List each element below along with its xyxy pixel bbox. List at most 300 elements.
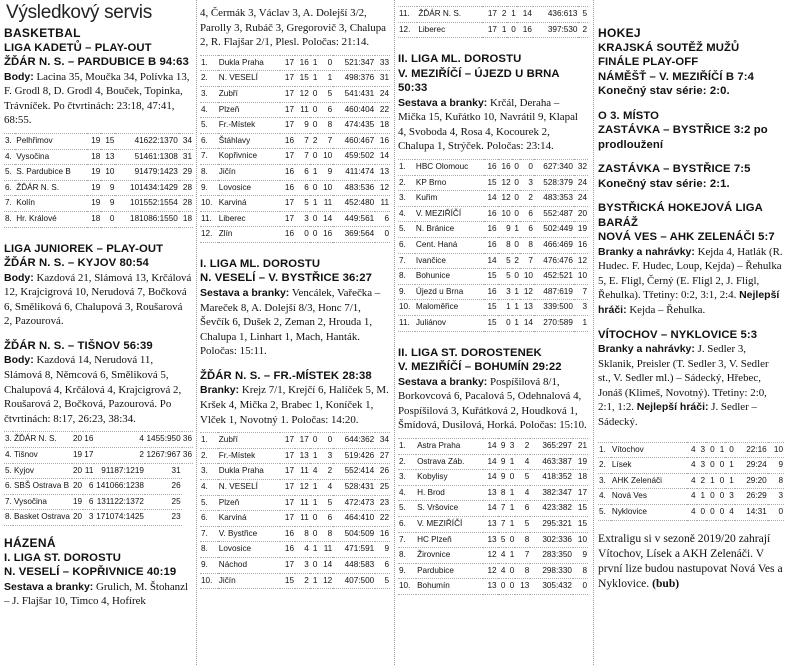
table-cell: Liberec (417, 22, 482, 38)
standings-table (598, 442, 784, 521)
table-cell: 3 (574, 300, 588, 316)
table-cell: 15 (484, 300, 498, 316)
table-cell: 8. (4, 510, 13, 526)
table-cell: 15 (295, 71, 310, 87)
table-cell: 41622:1370 (115, 133, 178, 149)
table-cell: 17 (280, 55, 295, 71)
table-cell: 1 (310, 479, 319, 495)
table-cell: 9. (200, 180, 218, 196)
table-cell: 7. (398, 532, 416, 548)
table-row (200, 542, 390, 558)
table-cell: 141066:1238 (94, 479, 145, 495)
table-cell: 16 (280, 164, 295, 180)
table-cell: 7 (295, 133, 310, 149)
table-cell: Juliánov (415, 316, 484, 332)
table-cell: 8 (573, 563, 588, 579)
table-cell: 6 (520, 206, 534, 222)
table-cell: 10 (498, 206, 512, 222)
table-row (200, 102, 390, 118)
table-cell: 6 (375, 211, 390, 227)
table-cell: 4 (687, 458, 697, 474)
match-heading: VÍTOCHOV – NYKLOVICE 5:3 (598, 328, 758, 341)
column-2 (200, 6, 390, 593)
table-cell: 452:480 (333, 196, 375, 212)
table-cell: 17 (295, 433, 310, 449)
table-cell: 298:330 (530, 563, 573, 579)
table-cell: Žirovnice (416, 548, 483, 564)
table-cell: 23 (145, 510, 182, 526)
table-row (398, 548, 588, 564)
table-cell: Újezd u Brna (415, 284, 484, 300)
table-cell: 9 (498, 454, 507, 470)
table-cell: 19 (87, 165, 101, 181)
table-row (200, 133, 390, 149)
table-cell: 0 (318, 55, 333, 71)
table-cell: 7 (574, 284, 588, 300)
table-cell: 10 (520, 269, 534, 285)
table-cell: 16 (484, 284, 498, 300)
table-cell: 270:589 (534, 316, 574, 332)
table-cell: 17 (280, 464, 295, 480)
table-row (200, 211, 390, 227)
table-row (4, 494, 193, 510)
table-cell: 3 (520, 175, 534, 191)
closing-note: Extraligu si v sezoně 2019/20 zahrají Vítochov, Lísek a AKH Zelenáči. V první lize budou nastupovat Nová Ves a Nyklovice. (bub) (598, 531, 783, 590)
table-cell: 1 (512, 300, 520, 316)
table-row (4, 149, 193, 165)
table-cell: 11. (398, 316, 415, 332)
table-cell: 28 (179, 180, 193, 196)
table-cell: 15 (484, 175, 498, 191)
standings-table (200, 432, 390, 589)
table-cell: 12 (498, 175, 512, 191)
table-cell: 29:24 (735, 458, 768, 474)
table-row (598, 505, 784, 521)
table-cell: 16 (318, 227, 333, 243)
table-cell: 1. (200, 55, 218, 71)
table-cell: Zubří (218, 86, 281, 102)
table-cell: Fr.-Místek (218, 448, 281, 464)
table-cell: 466:469 (534, 238, 574, 254)
table-row (200, 149, 390, 165)
table-cell: 5. (200, 495, 218, 511)
table-cell: H. Brod (416, 485, 483, 501)
table-cell: 14 (517, 7, 533, 23)
table-cell: 17 (573, 485, 588, 501)
table-cell: 10. (398, 579, 416, 595)
table-cell: 0 (310, 102, 319, 118)
table-cell: 19 (87, 180, 101, 196)
table-cell: KP Brno (415, 175, 484, 191)
table-cell: 1 (506, 454, 515, 470)
table-cell: SBŠ Ostrava B (13, 479, 72, 495)
match-heading: I. LIGA ST. DOROSTU N. VESELÍ – KOPŘIVNICE 40:19 (4, 551, 177, 579)
table-cell: Jičín (218, 164, 281, 180)
table-cell: 12 (520, 284, 534, 300)
table-cell: 0 (310, 227, 319, 243)
table-cell: 436:613 (533, 7, 579, 23)
standings-table (4, 133, 193, 228)
match-heading: ŽĎÁR N. S. – TIŠNOV 56:39 (4, 339, 153, 352)
table-cell: 3. (4, 432, 13, 448)
table-cell: Bohunice (415, 269, 484, 285)
table-cell: 448:583 (333, 557, 375, 573)
table-row (4, 133, 193, 149)
match-heading: LIGA JUNIOREK – PLAY-OUT ŽĎÁR N. S. – KYJOV 80:54 (4, 242, 164, 270)
table-cell: 20 (72, 463, 83, 479)
table-cell: 12 (483, 548, 498, 564)
table-cell: 14 (484, 191, 498, 207)
table-cell: 1 (310, 55, 319, 71)
table-cell: 2 (94, 447, 145, 463)
table-cell: 18 (87, 211, 101, 227)
match-report: Branky a nahrávky: J. Sedler 3, Sklanik, Preisler (T. Sedler 3, V. Sedler st., V. Sedler ml.) – Sádecký, Hřebec, Jonáš (Klimeš, Novotný). Třetiny: 2:0, 2:1, 1:2. Nejlepší hráči: J. Sedler – Sádecký. (598, 343, 769, 429)
table-cell: 4 (94, 432, 145, 448)
table-cell: 0 (318, 433, 333, 449)
table-cell: 131122:1372 (94, 494, 145, 510)
table-cell: 36 (182, 432, 193, 448)
table-cell: 29:20 (735, 473, 768, 489)
match-heading: ZASTÁVKA – BYSTŘICE 7:5 Konečný stav série: 2:1. (598, 163, 751, 190)
table-cell: 552:487 (534, 206, 574, 222)
table-cell: 24 (574, 175, 588, 191)
column-1 (4, 26, 193, 609)
table-cell: 15 (484, 316, 498, 332)
table-cell: 10 (573, 532, 588, 548)
table-cell: 0 (498, 316, 512, 332)
column-divider (394, 0, 395, 665)
match-heading: O 3. MÍSTO ZASTÁVKA – BYSTŘICE 3:2 po prodloužení (598, 109, 768, 151)
table-row (200, 86, 390, 102)
table-cell: 8 (318, 526, 333, 542)
table-cell: 4 (498, 548, 507, 564)
table-cell: 3 (725, 489, 735, 505)
match-heading: LIGA KADETŮ – PLAY-OUT ŽĎÁR N. S. – PARDUBICE B 94:63 (4, 41, 189, 69)
table-cell: Tišnov (13, 447, 72, 463)
table-cell: 8 (768, 473, 784, 489)
table-cell: 0 (512, 269, 520, 285)
table-cell: 18 (375, 118, 390, 134)
table-cell: 0 (506, 579, 515, 595)
table-cell: 5 (515, 516, 530, 532)
table-cell: 11 (295, 511, 310, 527)
table-cell: 10. (200, 573, 218, 589)
table-cell: 15 (573, 501, 588, 517)
table-cell: 3 (768, 489, 784, 505)
table-cell: 13 (483, 532, 498, 548)
table-cell: 471:591 (333, 542, 375, 558)
table-row (398, 269, 588, 285)
table-cell: 1. (598, 442, 611, 458)
table-cell: 1 (512, 222, 520, 238)
table-cell: 3. (598, 473, 611, 489)
table-row (398, 7, 588, 23)
table-cell: 1 (506, 548, 515, 564)
table-cell: 16 (484, 238, 498, 254)
table-cell: 1 (512, 316, 520, 332)
table-cell: 0 (512, 238, 520, 254)
table-cell: N. VESELÍ (218, 71, 281, 87)
table-cell: 1 (498, 300, 512, 316)
table-cell: Lovosice (218, 542, 281, 558)
table-cell: 16 (517, 22, 533, 38)
table-cell: 11 (295, 102, 310, 118)
table-cell: 14:31 (735, 505, 768, 521)
table-row (398, 485, 588, 501)
table-row (200, 511, 390, 527)
table-cell: 12 (295, 86, 310, 102)
table-cell: 502:449 (534, 222, 574, 238)
table-cell: 16 (375, 133, 390, 149)
match-report: Body: Kazdová 14, Nerudová 11, Slámová 8, Němcová 6, Směliková 5, Chalupová 4, Krčálová 4, Krajcigrová 2, Roušarová 2, Bočková, Pazourová. Po čtvrtinách: 8:17, 26:23, 38:34. (4, 354, 182, 425)
table-cell: 4 (687, 473, 697, 489)
table-cell: 9 (101, 180, 115, 196)
table-cell: 5 (375, 573, 390, 589)
table-cell: 369:564 (333, 227, 375, 243)
table-cell: 8 (498, 485, 507, 501)
match-heading: ŽĎÁR N. S. – FR.-MÍSTEK 28:38 (200, 369, 372, 382)
table-cell: 8 (520, 238, 534, 254)
table-row (398, 516, 588, 532)
table-cell: 1 (310, 542, 319, 558)
table-cell: 6 (295, 164, 310, 180)
table-row (200, 118, 390, 134)
table-cell: 1. (398, 438, 416, 454)
table-cell: 9 (318, 164, 333, 180)
table-row (398, 532, 588, 548)
table-row (200, 557, 390, 573)
table-row (398, 563, 588, 579)
table-cell: 24 (574, 191, 588, 207)
table-row (598, 489, 784, 505)
table-cell: Nová Ves (611, 489, 687, 505)
table-cell: 17 (83, 447, 94, 463)
standings-table (200, 55, 390, 243)
table-cell: 34 (375, 433, 390, 449)
table-row (200, 526, 390, 542)
table-cell: 171074:1425 (94, 510, 145, 526)
table-cell: 2. (398, 175, 415, 191)
table-cell: Dukla Praha (218, 464, 281, 480)
match-heading: I. LIGA ML. DOROSTU N. VESELÍ – V. BYSTŘICE 36:27 (200, 257, 372, 285)
table-cell: Basket Ostrava (13, 510, 72, 526)
table-cell: V. MEZIŘÍČÍ (415, 206, 484, 222)
table-cell: 0 (310, 149, 319, 165)
table-cell: 20 (574, 206, 588, 222)
table-cell: Vysočina (13, 494, 72, 510)
table-cell: 16 (574, 238, 588, 254)
match-report: Body: Kazdová 21, Slámová 13, Krčálová 12, Krajcigrová 10, Nerudová 7, Bočková 6, Směliková 6, Chalupová 3, Roušarová 2, Pazourová. (4, 271, 192, 328)
table-cell: Dukla Praha (218, 55, 281, 71)
table-cell: AHK Zelenáči (611, 473, 687, 489)
table-cell: 8 (498, 238, 512, 254)
table-cell: 13 (483, 516, 498, 532)
table-cell: 16 (280, 526, 295, 542)
table-cell: 305:432 (530, 579, 573, 595)
table-cell: 6 (318, 511, 333, 527)
table-cell: 476:476 (534, 253, 574, 269)
table-row (398, 300, 588, 316)
table-cell: Náchod (218, 557, 281, 573)
table-cell: 14 (483, 501, 498, 517)
table-cell: 25 (145, 494, 182, 510)
table-cell: 22:16 (735, 442, 768, 458)
table-cell: 4 (318, 479, 333, 495)
table-cell: 6 (515, 501, 530, 517)
table-cell: 13 (483, 579, 498, 595)
table-cell: ŽĎÁR N. S. (417, 7, 482, 23)
table-cell: 0 (512, 206, 520, 222)
table-row (4, 196, 193, 212)
table-cell: 0 (768, 505, 784, 521)
table-row (200, 227, 390, 243)
table-cell: 14 (318, 211, 333, 227)
table-row (598, 458, 784, 474)
table-cell: Astra Praha (416, 438, 483, 454)
table-cell: S. Pardubice B (15, 165, 87, 181)
table-cell: 498:376 (333, 71, 375, 87)
table-cell: 4. (4, 447, 13, 463)
table-row (398, 238, 588, 254)
table-cell: 15 (280, 573, 295, 589)
table-cell: 8 (515, 532, 530, 548)
table-cell: 6. (4, 479, 13, 495)
match-report-continued: 4, Čermák 3, Václav 3, A. Dolejší 3/2, Parolly 3, Rubáč 3, Gregorovič 3, Chalupa 2, R. Flajšar 2/1, Plesl. Poločas: 21:14. (200, 7, 387, 49)
table-cell: 2. (598, 458, 611, 474)
table-cell: 397:530 (533, 22, 579, 38)
table-cell: 16 (484, 222, 498, 238)
table-cell: 0 (520, 160, 534, 176)
table-cell: 17 (482, 7, 498, 23)
table-cell: N. Bránice (415, 222, 484, 238)
table-cell: 14 (375, 149, 390, 165)
table-cell: Vítochov (611, 442, 687, 458)
table-cell: 460:404 (333, 102, 375, 118)
table-cell: 26 (375, 464, 390, 480)
table-cell: 0 (512, 160, 520, 176)
table-cell: 6. (200, 511, 218, 527)
table-cell: Kuřim (415, 191, 484, 207)
table-cell: 1455:950 (145, 432, 182, 448)
table-cell: 0 (310, 526, 319, 542)
table-cell: 9 (375, 542, 390, 558)
table-cell: 8. (398, 269, 415, 285)
table-cell: 34 (179, 133, 193, 149)
table-cell: 1 (506, 516, 515, 532)
table-row (398, 316, 588, 332)
table-cell: 9. (398, 284, 415, 300)
table-cell: Liberec (218, 211, 281, 227)
table-cell: 6 (520, 222, 534, 238)
match-heading: BYSTŘICKÁ HOKEJOVÁ LIGA BARÁŽ NOVÁ VES – AHK ZELENÁČI 5:7 (598, 202, 775, 244)
table-cell: 295:321 (530, 516, 573, 532)
table-cell: 2. (200, 71, 218, 87)
table-cell: 10. (200, 196, 218, 212)
table-row (4, 447, 193, 463)
table-cell: 5. (200, 118, 218, 134)
table-cell: 2 (295, 573, 310, 589)
table-cell: 12 (295, 479, 310, 495)
table-cell: 6 (318, 102, 333, 118)
table-cell: 8 (295, 526, 310, 542)
table-cell: 459:502 (333, 149, 375, 165)
match-report: Sestava a branky: Pospíšilová 8/1, Borkovcová 6, Pacalová 5, Odehnalová 4, Pospíšilová 3, Kuřátková 2, Houdková 1, Šmídová, Dusilová, Horká. Poločas: 15:10. (398, 375, 587, 432)
table-cell: 17 (280, 211, 295, 227)
table-cell: 0 (512, 191, 520, 207)
table-cell: 1 (310, 71, 319, 87)
table-cell: 528:431 (333, 479, 375, 495)
table-cell: 6 (375, 557, 390, 573)
table-row (4, 432, 193, 448)
table-cell: 7. (4, 196, 15, 212)
column-3 (398, 6, 588, 599)
table-row (398, 579, 588, 595)
sport-heading-handball: HÁZENÁ (4, 535, 56, 550)
table-cell: 22 (375, 511, 390, 527)
table-cell: 339:500 (534, 300, 574, 316)
table-cell: 0 (310, 557, 319, 573)
table-cell: 0 (716, 489, 726, 505)
table-cell: Kobylisy (416, 470, 483, 486)
table-cell: 17 (280, 433, 295, 449)
table-cell: 3 (318, 448, 333, 464)
table-cell: 10 (318, 149, 333, 165)
table-cell: Ostrava Záb. (416, 454, 483, 470)
standings-table (398, 438, 588, 595)
table-cell: 8. (200, 164, 218, 180)
table-cell: 1 (498, 22, 507, 38)
table-row (398, 501, 588, 517)
table-cell: 411:474 (333, 164, 375, 180)
table-cell: 32 (574, 160, 588, 176)
table-cell: 0 (498, 579, 507, 595)
table-cell: 14 (483, 470, 498, 486)
table-cell: 18 (87, 149, 101, 165)
table-cell: 10 (574, 269, 588, 285)
table-cell: 528:379 (534, 175, 574, 191)
table-cell: 10 (318, 180, 333, 196)
table-row (200, 55, 390, 71)
table-cell: 8. (4, 211, 15, 227)
table-cell: 2 (515, 438, 530, 454)
table-cell: N. VESELÍ (218, 479, 281, 495)
table-cell: 11 (295, 495, 310, 511)
table-row (398, 22, 588, 38)
table-cell: 0 (310, 211, 319, 227)
table-cell: 12. (200, 227, 218, 243)
table-cell: 1 (310, 164, 319, 180)
table-cell: 1267:967 (145, 447, 182, 463)
table-row (398, 284, 588, 300)
table-cell: 4. (200, 102, 218, 118)
table-cell: Kolín (15, 196, 87, 212)
table-cell: 17 (280, 86, 295, 102)
table-cell: 0 (506, 532, 515, 548)
table-cell: 5 (318, 86, 333, 102)
table-cell: 33 (375, 55, 390, 71)
sport-heading-basketball: BASKETBAL (4, 26, 81, 40)
table-cell: 3 (295, 557, 310, 573)
table-cell: 9 (498, 470, 507, 486)
table-cell: 0 (725, 442, 735, 458)
table-cell: 4 (515, 454, 530, 470)
table-cell: 3. (398, 470, 416, 486)
table-cell: 382:347 (530, 485, 573, 501)
table-row (4, 510, 193, 526)
table-cell: 17 (280, 511, 295, 527)
table-cell: 6 (295, 180, 310, 196)
table-cell: 0 (295, 227, 310, 243)
